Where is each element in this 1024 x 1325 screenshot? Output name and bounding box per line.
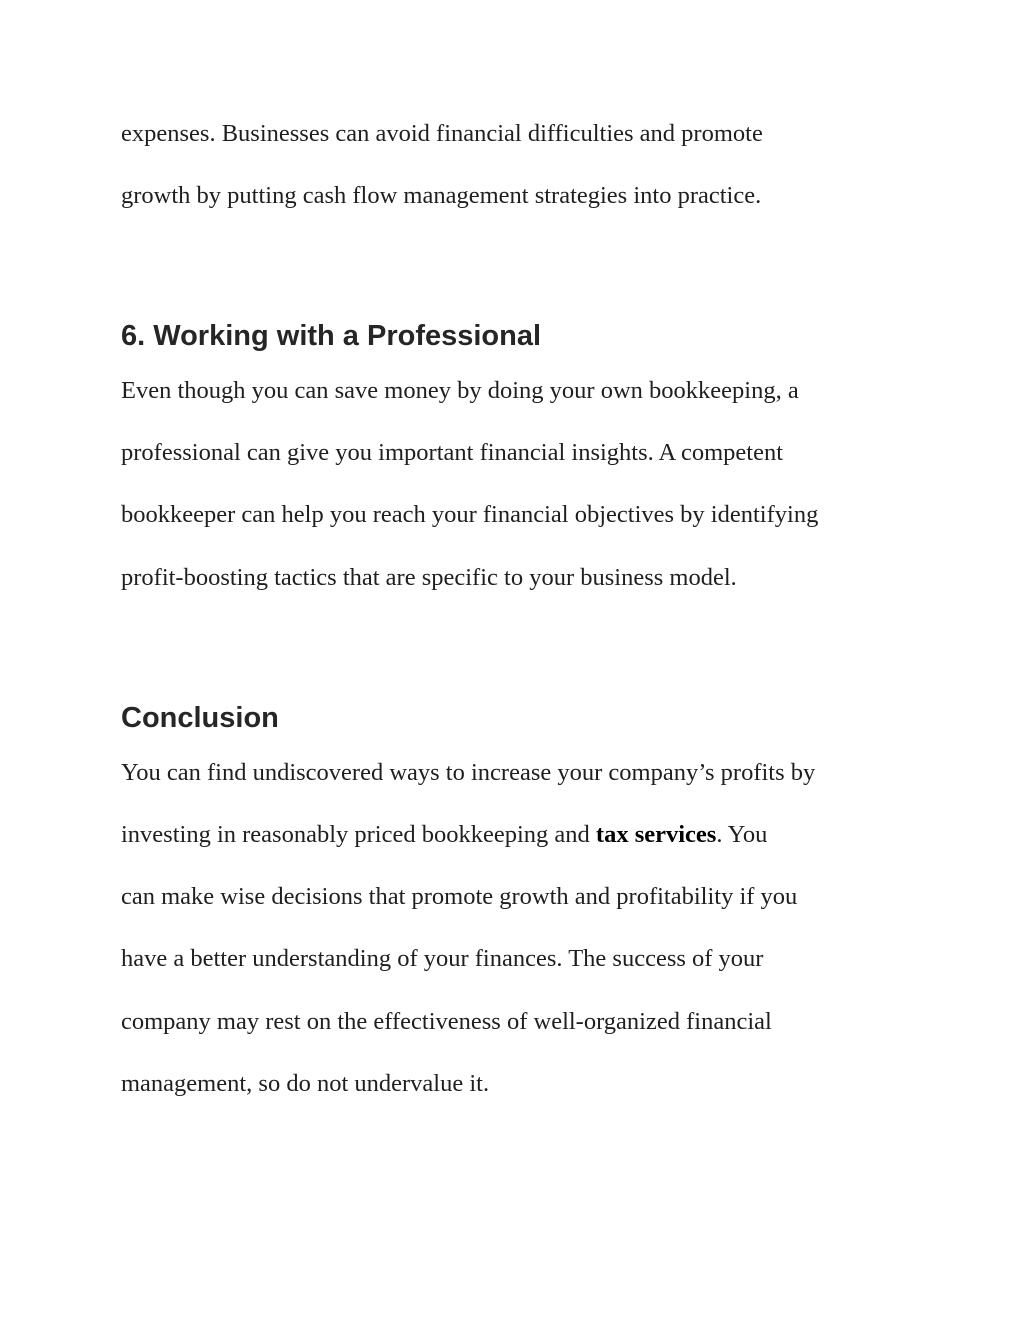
conclusion-line-2-text: investing in reasonably priced bookkeeping and	[121, 821, 596, 848]
tax-services-link[interactable]: tax services	[595, 821, 717, 848]
conclusion-line-4: have a better understanding of your finances. The success of your	[121, 945, 764, 972]
section-heading-conclusion: Conclusion	[121, 702, 279, 734]
conclusion-line-5: company may rest on the effectiveness of well-organized financial	[121, 1008, 772, 1035]
section-heading-working-with-professional: 6. Working with a Professional	[121, 320, 542, 352]
conclusion-line-2-tail: . You	[716, 821, 768, 848]
section6-line-1: Even though you can save money by doing your own bookkeeping, a	[121, 377, 799, 404]
section6-line-3: bookkeeper can help you reach your financial objectives by identifying	[121, 501, 819, 528]
intro-line-2: growth by putting cash flow management strategies into practice.	[121, 182, 762, 209]
conclusion-line-3: can make wise decisions that promote growth and profitability if you	[121, 883, 798, 910]
section6-line-2: professional can give you important financial insights. A competent	[121, 439, 784, 466]
conclusion-line-6: management, so do not undervalue it.	[121, 1070, 490, 1097]
section6-line-4: profit-boosting tactics that are specific to your business model.	[121, 564, 737, 591]
intro-line-1: expenses. Businesses can avoid financial difficulties and promote	[121, 120, 763, 147]
conclusion-line-1: You can find undiscovered ways to increase your company’s profits by	[121, 759, 816, 786]
conclusion-line-2	[121, 820, 767, 850]
